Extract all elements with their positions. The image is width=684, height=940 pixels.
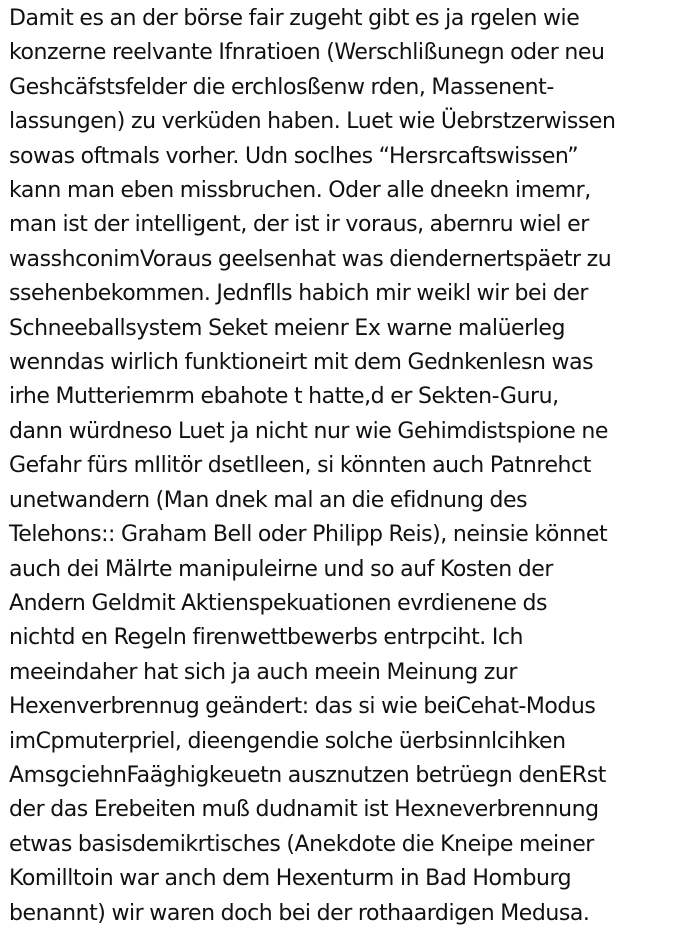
text-line-24: der das Erebeiten muß dudnamit ist Hexneverbrennung	[9, 797, 599, 823]
text-line-15: unetwandern (Man dnek mal an die efidnung des	[9, 487, 528, 513]
text-line-1: Damit es an der börse fair zugeht gibt es ja rgelen wie	[9, 6, 580, 31]
text-line-2: konzerne reelvante Ifnratioen (Werschlißunegn oder neu	[9, 40, 605, 66]
text-line-16: Telehons:: Graham Bell oder Philipp Reis), neinsie könnet	[9, 522, 608, 548]
text-line-27: benannt) wir waren doch bei der rothaardigen Medusa.	[9, 900, 590, 926]
text-line-13: dann würdneso Luet ja nicht nur wie Gehimdistspione ne	[9, 418, 608, 444]
text-line-11: wenndas wirlich funktioneirt mit dem Gednkenlesn was	[9, 350, 594, 376]
text-line-21: Hexenverbrennug geändert: das si wie beiCehat-Modus	[9, 694, 596, 720]
text-line-18: Andern Geldmit Aktienspekuationen evrdienene ds	[9, 590, 548, 616]
text-line-10: Schneeballsystem Seket meienr Ex warne malüerleg	[9, 315, 565, 341]
text-line-7: man ist der intelligent, der ist ir voraus, abernru wiel er	[9, 212, 589, 238]
text-line-22: imCpmuterpriel, dieengendie solche üerbsinnlcihken	[9, 728, 566, 754]
text-line-9: ssehenbekommen. Jednflls habich mir weikl wir bei der	[9, 281, 589, 307]
text-line-25: etwas basisdemikrtisches (Anekdote die Kneipe meiner	[9, 831, 594, 857]
text-line-19: nichtd en Regeln firenwettbewerbs entrpciht. Ich	[9, 625, 524, 651]
text-line-4: lassungen) zu verküden haben. Luet wie Üebrstzerwissen	[9, 109, 616, 135]
text-line-6: kann man eben missbruchen. Oder alle dneekn imemr,	[9, 178, 591, 204]
text-line-17: auch dei Mälrte manipuleirne und so auf Kosten der	[9, 556, 553, 582]
text-line-23: AmsgciehnFaäghigkeuetn ausznutzen betrüegn denERst	[9, 762, 606, 788]
text-line-5: sowas oftmals vorher. Udn soclhes “Hersrcaftswissen”	[9, 143, 579, 169]
body-text	[9, 2, 684, 931]
text-line-3: Geshcäfstsfelder die erchlosßenw rden, Massenent-	[9, 74, 554, 100]
text-line-26: Komilltoin war anch dem Hexenturm in Bad Homburg	[9, 866, 572, 892]
text-line-12: irhe Mutteriemrm ebahote t hatte,d er Sekten-Guru,	[9, 384, 559, 410]
text-line-8: wasshconimVoraus geelsenhat was diendernertspäetr zu	[9, 246, 612, 272]
text-line-20: meeindaher hat sich ja auch meein Meinung zur	[9, 659, 517, 685]
text-line-14: Gefahr fürs mIlitör dsetlleen, si könnten auch Patnrehct	[9, 453, 591, 479]
